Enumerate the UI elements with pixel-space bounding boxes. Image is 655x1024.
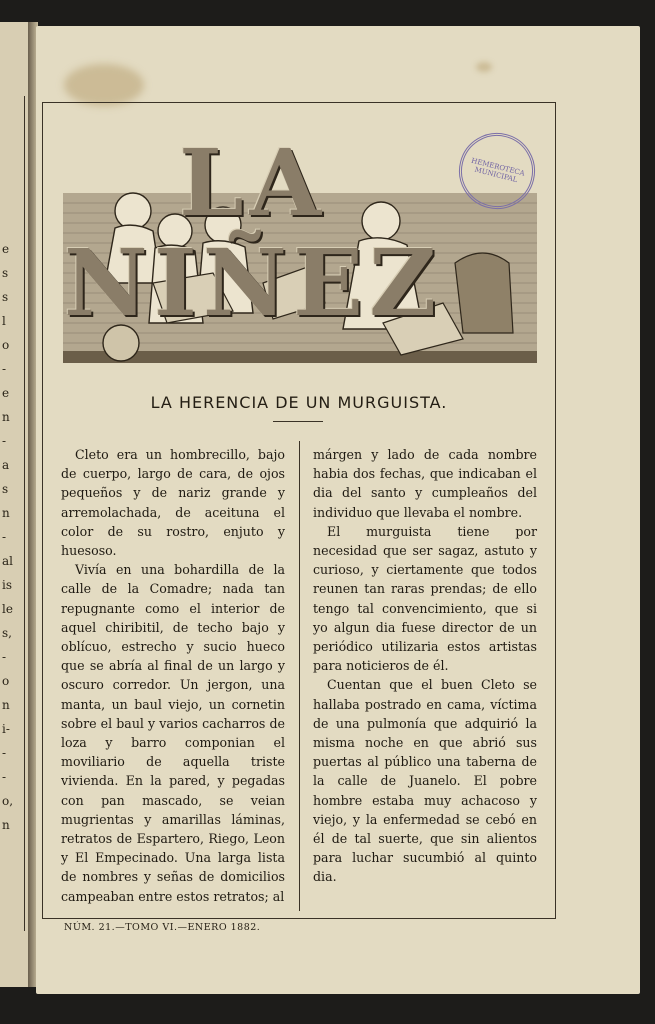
- title-rule: [273, 421, 323, 422]
- left-page-fragment: e: [2, 386, 10, 400]
- left-page-fragment: -: [2, 746, 7, 760]
- left-page-fragment: -: [2, 770, 7, 784]
- left-page-fragment: a: [2, 458, 10, 472]
- magazine-page: [36, 26, 640, 994]
- left-page-fragment: o: [2, 338, 10, 352]
- left-page-fragment: le: [2, 602, 13, 616]
- issue-footer: NÚM. 21.—TOMO VI.—ENERO 1882.: [64, 922, 261, 933]
- left-page-fragment: i-: [2, 722, 10, 736]
- column-divider: [299, 441, 300, 911]
- text-column-right: [313, 445, 537, 887]
- left-page-fragment: e: [2, 242, 10, 256]
- masthead-illustration: [63, 129, 537, 363]
- paragraph-continuation: márgen y lado de cada nombre habia dos fechas, que indicaban el dia del santo y cumpleaños del individuo que llevaba el nombre.: [313, 447, 537, 520]
- left-page-fragment: s: [2, 482, 9, 496]
- left-page-fragment: n: [2, 698, 10, 712]
- left-page-fragment: n: [2, 506, 10, 520]
- paper-stain: [64, 64, 144, 106]
- left-page-fragment: n: [2, 410, 10, 424]
- left-page-fragment: is: [2, 578, 12, 592]
- left-page-fragment: -: [2, 650, 7, 664]
- left-page-fragment: -: [2, 434, 7, 448]
- left-page-fragment: o: [2, 674, 10, 688]
- left-page-fragment: -: [2, 362, 7, 376]
- masthead-title: LA NIÑEZ: [63, 129, 443, 337]
- paragraph: El murguista tiene por necesidad que ser sagaz, astuto y curioso, y ciertamente que todos reunen tan raras prendas; de ello tengo tal convencimiento, que si yo algun dia fuese director de un periódico utilizaria estos artistas para noticieros de él.: [313, 523, 537, 674]
- left-page-fragment: n: [2, 818, 10, 832]
- left-page-fragment: al: [2, 554, 13, 568]
- paper-stain: [476, 62, 492, 72]
- text-column-left: [61, 445, 285, 906]
- stamp-text: HEMEROTECA MUNICIPAL: [470, 156, 526, 185]
- article-title: LA HERENCIA DE UN MURGUISTA.: [150, 393, 448, 412]
- left-page-fragment: l: [2, 314, 6, 328]
- left-page-fragment: s: [2, 290, 9, 304]
- paragraph: Cleto era un hombrecillo, bajo de cuerpo, largo de cara, de ojos pequeños y de nariz grande y arremolachada, de aceituna el color de su rostro, enjuto y huesoso.: [61, 447, 285, 559]
- paragraph: Vivía en una bohardilla de la calle de la Comadre; nada tan repugnante como el interior de aquel chiribitil, de techo bajo y oblícuo, estrecho y sucio hueco que se abría al final de un largo y oscuro corredor. Un jergon, una manta, un baul viejo, un cornetin sobre el baul y varios cacharros de loza y barro componian el moviliario de aquella triste vivienda. En la pared, y pegadas con pan mascado, se veian mugrientas y amarillas láminas, retratos de Espartero, Riego, Leon y El Empecinado. Una larga lista de nombres y señas de domicilios campeaban entre estos retratos; al: [61, 562, 285, 904]
- left-page-fragment: -: [2, 530, 7, 544]
- page-border-frame: [42, 102, 556, 919]
- left-page-fragment: o,: [2, 794, 14, 808]
- left-page-fragment: s: [2, 266, 9, 280]
- left-page-fragment: s,: [2, 626, 12, 640]
- paragraph: Cuentan que el buen Cleto se hallaba postrado en cama, víctima de una pulmonía que adquirió la misma noche en que abrió sus puertas al público una taberna de la calle de Juanelo. El pobre hombre estaba muy achacoso y viejo, y la enfermedad se cebó en él de tal suerte, que sin alientos para luchar sucumbió al quinto dia.: [313, 677, 537, 885]
